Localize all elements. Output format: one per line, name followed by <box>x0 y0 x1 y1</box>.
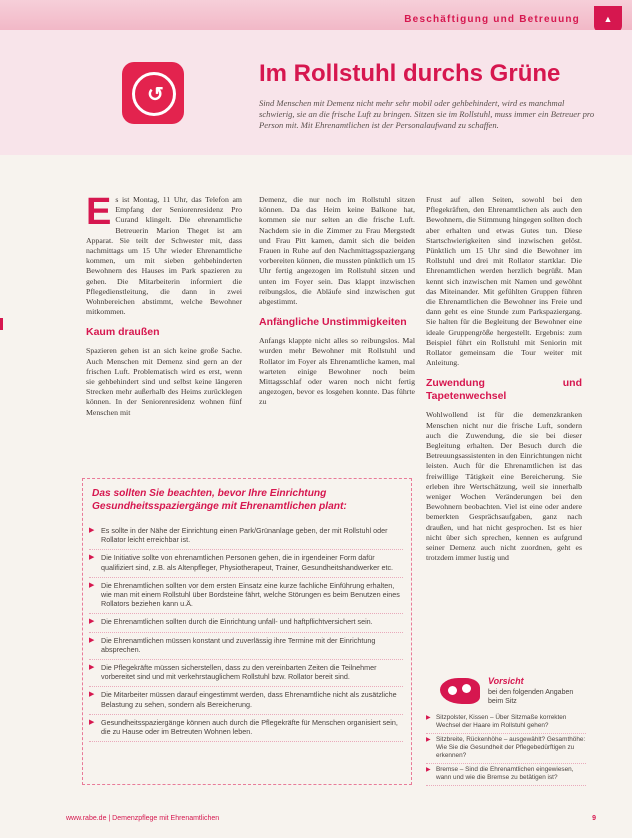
triangle-bullet-icon: ▶ <box>89 636 95 644</box>
curved-arrow-icon: ↺ <box>147 84 164 106</box>
column-3-intro: Frust auf allen Seiten, sowohl bei den Pflegekräften, den Ehrenamtlichen als auch den Bewohnern, die Stimmung hingegen sollten doch aber erhalten und etwas Gutes tun. Diese Startschwierigkeiten sind inzwischen gelöst. Pünktlich um 15 Uhr sind die Bewohner im Rollstuhl und drei mit Rollator startklar. Die Ehrenamtlichen werden herzlich begrüßt. Man kennt sich inzwischen mit Namen und gewöhnt das Miteinander. Mit gefühlten Gruppen führen die Ehrenamtlichen die Bewohner ins Freie und dann geht es eine Stunde zum Parkspaziergang. Sie halten für die Begleitung der Bewohner eine ideale Gruppengröße hergestellt. Ergebnis: zum Beispiel führt ein Rollstuhl mit Seniorin mit Rollator gemeinsam die Tour weiter mit Anleitung. <box>426 195 582 368</box>
column-1-rest: Spazieren gehen ist an sich keine große Sache. Auch Menschen mit Demenz sind gern an der frischen Luft. Problematisch wird es erst, wenn sie gehbehindert sind und selbst keine längeren Strecken mehr außerhalb des Heims zurücklegen können. In der Seniorenresidenz wohnen fünf Menschen mit <box>86 346 242 417</box>
triangle-bullet-icon: ▶ <box>89 618 95 626</box>
triangle-bullet-icon: ▶ <box>426 737 431 743</box>
caution-list <box>426 712 586 786</box>
page-title: Im Rollstuhl durchs Grüne <box>259 60 561 87</box>
tip-item: ▶ Die Ehrenamtlichen müssen konstant und zuverlässig ihre Termine mit der Einrichtung absprechen. <box>89 633 403 660</box>
tip-item: ▶ Die Pflegekräfte müssen sicherstellen, dass zu den vereinbarten Zeiten die Teilnehmer vorbereitet sind und mit verkehrstauglichem Rollstuhl bzw. Rollator bereit sind. <box>89 660 403 687</box>
lead-paragraph: Sind Menschen mit Demenz nicht mehr sehr mobil oder gehbehindert, wird es manchmal schwierig, sie an die frische Luft zu bringen. Sitzen sie im Rollstuhl, muss immer ein Betreuer pro Person mit. Mit Ehrenamtlichen ist der Personalaufwand zu schaffen. <box>259 98 595 130</box>
triangle-bullet-icon: ▶ <box>426 767 431 773</box>
caution-subheading: bei den folgenden Angaben beim Sitz <box>488 689 574 705</box>
caution-item: ▶ Sitzbreite, Rückenhöhe – ausgewählt? Gesamthöhe: Wie Sie die Gesundheit der Pflegebedürftigen zu erkennen? <box>426 734 586 764</box>
tip-box <box>82 478 412 785</box>
article-column-3 <box>426 195 582 564</box>
subhead-unstimmigkeiten: Anfängliche Unstimmigkeiten <box>259 316 407 329</box>
caution-item: ▶ Bremse – Sind die Ehrenamtlichen eingewiesen, wann und wie die Bremse zu betätigen ist? <box>426 764 586 786</box>
tip-item: ▶ Die Ehrenamtlichen sollten durch die Einrichtung unfall- und haftpflichtversichert sein. <box>89 614 403 632</box>
tip-item: ▶ Die Ehrenamtlichen sollten vor dem ersten Einsatz eine kurze fachliche Einführung erhalten, wie man mit einem Rollstuhl über Bordsteine fährt, welche Störungen es beim Benutzen eines Rollators beziehen kann u.Ä. <box>89 578 403 615</box>
page-corner-tab: ▲ <box>594 6 622 32</box>
column-1-intro: s ist Montag, 11 Uhr, das Telefon am Empfang der Seniorenresidenz Pro Curand klingelt. Die ehrenamtliche Betreuerin Marion Theget ist am Apparat. Sie teilt der Schwester mit, dass nachmittags um 15 Uhr wieder Ehrenamtliche kommen, um mit sieben gehbehinderten Bewohnern des Hauses im Park spazieren zu gehen. Die Mitarbeiterin informiert die Pflegedienstleitung, die dann in zwei Wohnbereichen abstimmt, welche Bewohner mitkommen. <box>86 195 242 317</box>
triangle-bullet-icon: ▶ <box>426 715 431 721</box>
triangle-bullet-icon: ▶ <box>89 527 95 534</box>
section-label: Beschäftigung und Betreuung <box>404 14 580 25</box>
triangle-bullet-icon: ▶ <box>89 691 95 699</box>
triangle-bullet-icon: ▶ <box>89 554 95 562</box>
footer-text: www.rabe.de | Demenzpflege mit Ehrenamtlichen <box>66 815 220 822</box>
triangle-bullet-icon: ▶ <box>89 581 95 589</box>
dot-icon <box>462 684 471 693</box>
tip-item: ▶ Die Mitarbeiter müssen darauf eingestimmt werden, dass Ehrenamtliche nicht als zusätzliche Belastung zu sehen, sondern als Bereicherung. <box>89 687 403 714</box>
dropcap: E <box>86 191 112 233</box>
triangle-bullet-icon: ▶ <box>89 718 95 726</box>
tip-item: ▶ Die Initiative sollte von ehrenamtlichen Personen gehen, die in irgendeiner Form dafür qualifiziert sind, z.B. als Altenpfleger, Physiotherapeut, Trainer, Gesundheitshandwerker etc. <box>89 550 403 577</box>
article-column-1 <box>86 191 242 418</box>
tip-box-title: Das sollten Sie beachten, bevor Ihre Einrichtung Gesundheitsspaziergänge mit Ehrenamtlichen plant: <box>92 488 347 512</box>
triangle-bullet-icon: ▶ <box>89 664 95 672</box>
article-column-2 <box>259 195 415 408</box>
column-2-rest: Anfangs klappte nicht alles so reibungslos. Mal wurden mehr Bewohner mit Rollstuhl und Rollator im Foyer als Ehrenamtliche kamen, mal warteten einige Bewohner noch beim Mittagsschlaf oder waren noch nicht fertig angezogen, bevor es losgehen konnte. Das führte zu <box>259 336 415 407</box>
subhead-zuwendung: Zuwendung und Tapetenwechsel <box>426 377 582 403</box>
tip-item: ▶ Gesundheitsspaziergänge können auch durch die Pflegekräfte für Menschen organisiert sein, die zu Hause oder im Betreuten Wohnen leben. <box>89 715 403 742</box>
tip-list <box>89 523 403 742</box>
caution-heading: Vorsicht <box>488 676 524 686</box>
margin-marker <box>0 318 3 330</box>
header-band <box>0 30 632 155</box>
dot-icon <box>448 686 457 695</box>
caution-illustration-icon <box>440 678 480 704</box>
caution-box <box>426 676 586 781</box>
column-2-intro: Demenz, die nur noch im Rollstuhl sitzen können. Da das Heim keine Balkone hat, kommen sie nur selten an die frische Luft. Nachdem sie in die Zimmer zu Frau Mergstedt und Frau Pitt kamen, damit sich die beiden Frauen in Ruhe auf den Nachmittagsspaziergang vorbereiten können, die mussten pünktlich um 15 Uhr fertig angezogen im Rollstuhl sitzen und unten im Foyer sein. Das klappt inzwischen reibungslos, die Abläufe sind inzwischen gut abgestimmt. <box>259 195 415 307</box>
wheelchair-arrow-icon <box>122 62 184 124</box>
tip-item: ▶ Es sollte in der Nähe der Einrichtung einen Park/Grünanlage geben, der mit Rollstuhl oder Rollator leicht erreichbar ist. <box>89 523 403 550</box>
column-3-rest: Wohlwollend ist für die demenzkranken Menschen nicht nur die frische Luft, sondern auch die Zuwendung, die sie bei dieser Begleitung erhalten. Der Besuch durch die Betreuungsassistenten in den Einrichtungen nicht leisten. Auch für die Ehrenamtlichen ist das freiwillige Tätigkeit eine Bereicherung. Sie erleben ihre Wertschätzung, weil sie innerhalb weniger Wochen Veränderungen bei den Bewohnern beobachten. Viel ist eine oder andere bemerkten Gesprächsaufgaben, ganz nach draußen, und hat nicht gesprochen. Ist es hier nicht über sich sprechen, kennen es aufgrund seiner Demenz auch nicht zuordnen, geht es trotzdem immer lustig und <box>426 410 582 563</box>
caution-item: ▶ Sitzpolster, Kissen – Über Sitzmaße korrekten Wechsel der Haare im Rollstuhl gehen? <box>426 712 586 734</box>
page-number: 9 <box>592 815 596 822</box>
subhead-kaum-draussen: Kaum draußen <box>86 326 160 339</box>
